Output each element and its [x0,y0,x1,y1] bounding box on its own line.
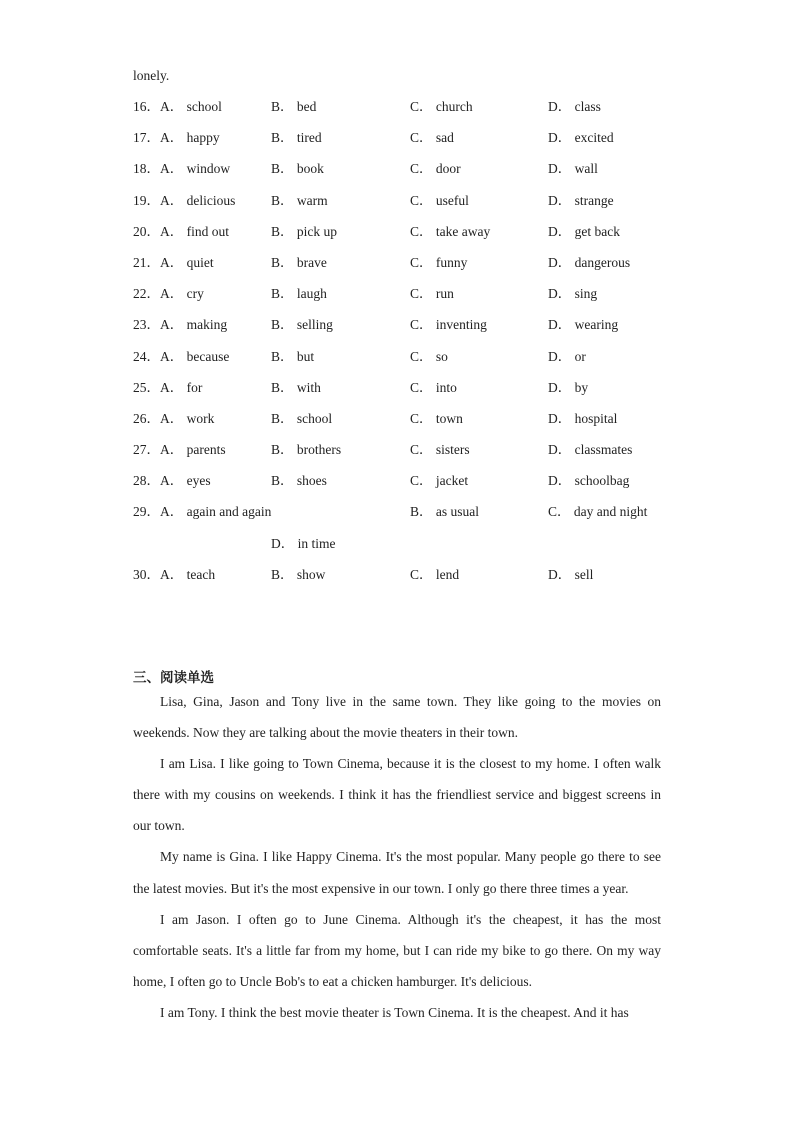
option-d[interactable]: D． excited [548,130,614,146]
option-b[interactable]: B． laugh [271,286,327,302]
paragraph-text: My name is Gina. I like Happy Cinema. It's the most popular. Many people go there to see the latest movies. But it's the most expensive in our town. I only go there three times a year. [133,849,661,896]
option-d[interactable]: D． dangerous [548,255,631,270]
option-c[interactable]: C． inventing [410,317,487,333]
option-a[interactable]: A． happy [160,130,220,146]
option-c[interactable]: C． jacket [410,473,469,489]
option-c[interactable]: C． run [410,286,454,302]
option-b[interactable]: B． brothers [271,442,342,458]
option-c[interactable]: C． day and night [548,504,648,519]
option-a[interactable]: A． work [160,411,215,426]
paragraph-text: I am Lisa. I like going to Town Cinema, because it is the closest to my home. I often walk there with my cousins on weekends. I think it has the friendliest service and biggest screens in our town. [133,756,661,834]
question-number: 27． [133,442,160,458]
reading-passage [133,686,661,1028]
option-c[interactable]: C． town [410,411,463,426]
paragraph-text: I am Tony. I think the best movie theater is Town Cinema. It is the cheapest. And it has [160,1004,629,1020]
question-number: 26． [133,411,160,426]
option-a[interactable]: A． find out [160,223,229,239]
option-a[interactable]: A． school [160,99,222,114]
option-a[interactable]: A． cry [160,286,204,302]
question-number: 28． [133,473,160,489]
paragraph [133,748,661,841]
question-row [0,286,794,304]
option-d[interactable]: D． in time [271,536,336,551]
question-number: 20． [133,223,160,239]
question-row [0,255,794,273]
question-row [0,99,794,117]
question-number: 29． [133,504,160,519]
option-c[interactable]: C． sad [410,130,454,146]
paragraph [133,686,661,748]
question-row [0,161,794,179]
option-a[interactable]: A． for [160,379,203,395]
option-c[interactable]: C． so [410,348,448,364]
option-b[interactable]: B． as usual [410,504,479,519]
option-b[interactable]: B． warm [271,192,328,208]
question-number: 22． [133,286,160,302]
option-b[interactable]: B． book [271,161,324,177]
paragraph-text: I am Jason. I often go to June Cinema. Although it's the cheapest, it has the most comfortable seats. It's a little far from my home, but I can ride my bike to go there. On my way home, I often go to Uncle Bob's to eat a chicken hamburger. It's delicious. [133,911,661,989]
option-b[interactable]: B． selling [271,317,333,333]
option-d[interactable]: D． class [548,99,601,114]
option-b[interactable]: B． bed [271,99,317,114]
option-d[interactable]: D． hospital [548,411,618,426]
paragraph-text: Lisa, Gina, Jason and Tony live in the same town. They like going to the movies on weekends. Now they are talking about the movie theaters in their town. [133,694,661,741]
passage-tail-text: lonely. [133,68,170,83]
option-d[interactable]: D． or [548,348,586,364]
question-number: 23． [133,317,160,333]
option-a[interactable]: A． making [160,317,228,333]
option-d[interactable]: D． by [548,379,589,395]
option-b[interactable]: B． tired [271,130,322,146]
option-b[interactable]: B． brave [271,255,327,270]
option-c[interactable]: C． lend [410,567,460,582]
option-d[interactable]: D． classmates [548,442,633,458]
question-row [0,504,794,522]
option-d[interactable]: D． sing [548,286,598,302]
option-d[interactable]: D． schoolbag [548,473,630,489]
question-row [0,442,794,460]
option-b[interactable]: B． pick up [271,223,337,239]
option-a[interactable]: A． parents [160,442,226,458]
option-d[interactable]: D． strange [548,192,614,208]
option-a[interactable]: A． again and again [160,504,272,519]
option-b[interactable]: B． show [271,567,326,582]
question-number: 17． [133,130,160,146]
option-c[interactable]: C． door [410,161,461,177]
question-number: 25． [133,379,160,395]
question-number: 18． [133,161,160,177]
question-row [0,130,794,148]
option-a[interactable]: A． quiet [160,255,214,270]
option-b[interactable]: B． but [271,348,315,364]
question-row [0,224,794,242]
question-row [0,411,794,429]
option-d[interactable]: D． get back [548,223,620,239]
option-d[interactable]: D． sell [548,567,594,582]
option-d[interactable]: D． wall [548,161,598,177]
question-number: 24． [133,348,160,364]
option-c[interactable]: C． into [410,379,457,395]
paragraph [133,997,661,1028]
question-number: 16． [133,99,160,114]
option-a[interactable]: A． window [160,161,231,177]
option-c[interactable]: C． funny [410,255,468,270]
option-b[interactable]: B． with [271,379,321,395]
question-row [0,380,794,398]
option-c[interactable]: C． useful [410,192,469,208]
paragraph [133,841,661,903]
question-number: 19． [133,192,160,208]
option-d[interactable]: D． wearing [548,317,619,333]
section-title: 三、阅读单选 [133,670,214,686]
option-c[interactable]: C． church [410,99,473,114]
option-c[interactable]: C． sisters [410,442,470,458]
question-row-continued [0,536,794,554]
option-c[interactable]: C． take away [410,223,491,239]
option-a[interactable]: A． because [160,348,230,364]
question-row [0,349,794,367]
question-row [0,567,794,585]
question-row [0,193,794,211]
option-a[interactable]: A． delicious [160,192,236,208]
option-a[interactable]: A． teach [160,567,216,582]
question-row [0,473,794,491]
question-number: 21． [133,255,160,270]
option-a[interactable]: A． eyes [160,473,211,489]
option-b[interactable]: B． school [271,411,333,426]
question-number: 30． [133,567,160,582]
paragraph [133,904,661,997]
option-b[interactable]: B． shoes [271,473,327,489]
question-row [0,317,794,335]
